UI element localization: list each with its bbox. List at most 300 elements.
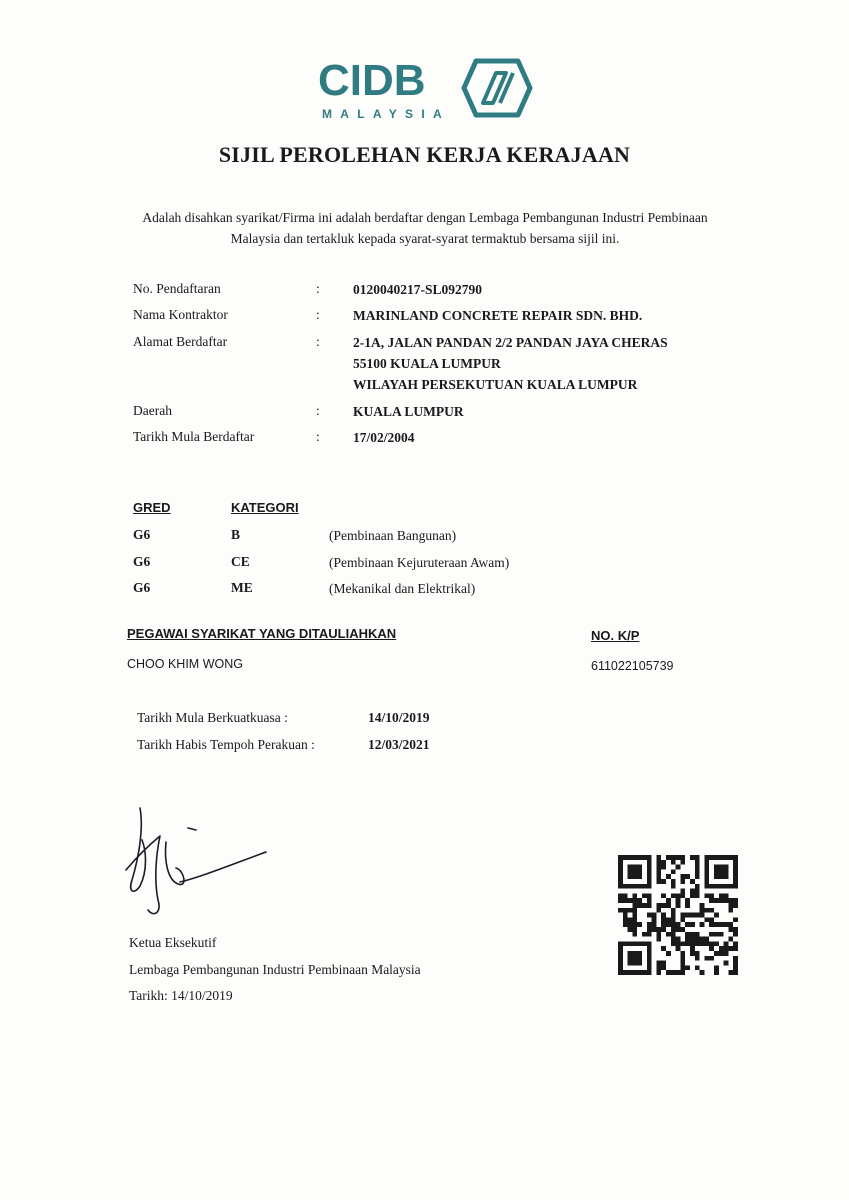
colon: : <box>316 281 320 296</box>
qr-module <box>637 865 642 870</box>
logo-country: MALAYSIA <box>322 107 450 121</box>
qr-module <box>695 941 700 946</box>
reg-no-label: No. Pendaftaran <box>133 281 221 296</box>
qr-module <box>695 893 700 898</box>
certificate-title: SIJIL PEROLEHAN KERJA KERAJAAN <box>218 142 631 167</box>
qr-module <box>733 970 738 975</box>
qr-module <box>704 917 709 922</box>
qr-module <box>647 874 652 879</box>
qr-module <box>680 893 685 898</box>
qr-module <box>733 941 738 946</box>
qr-module <box>647 860 652 865</box>
qr-module <box>656 927 661 932</box>
qr-module <box>733 932 738 937</box>
category-header: KATEGORI <box>231 500 299 515</box>
qr-module <box>628 956 633 961</box>
qr-module <box>666 970 671 975</box>
qr-module <box>618 898 623 903</box>
qr-module <box>676 893 681 898</box>
qr-module <box>700 908 705 913</box>
contractor-label: Nama Kontraktor <box>133 307 228 322</box>
category-desc: (Mekanikal dan Elektrikal) <box>329 581 476 596</box>
qr-module <box>719 884 724 889</box>
qr-module <box>700 970 705 975</box>
qr-module <box>642 932 647 937</box>
qr-module <box>628 874 633 879</box>
qr-module <box>632 874 637 879</box>
qr-module <box>700 937 705 942</box>
qr-module <box>618 865 623 870</box>
qr-module <box>637 970 642 975</box>
qr-module <box>719 874 724 879</box>
qr-module <box>666 932 671 937</box>
qr-module <box>680 965 685 970</box>
qr-module <box>714 941 719 946</box>
qr-module <box>704 855 709 860</box>
qr-module <box>652 922 657 927</box>
qr-module <box>685 932 690 937</box>
qr-module <box>695 951 700 956</box>
reg-no-value: 0120040217-SL092790 <box>353 282 483 297</box>
qr-module <box>618 946 623 951</box>
qr-module <box>632 970 637 975</box>
qr-module <box>709 893 714 898</box>
qr-module <box>714 865 719 870</box>
qr-module <box>637 956 642 961</box>
qr-module <box>690 941 695 946</box>
qr-module <box>700 922 705 927</box>
validity-start-value: 14/10/2019 <box>368 710 430 725</box>
qr-module <box>656 965 661 970</box>
qr-module <box>695 965 700 970</box>
qr-module <box>709 898 714 903</box>
qr-module <box>714 898 719 903</box>
qr-module <box>695 956 700 961</box>
qr-module <box>632 932 637 937</box>
qr-module <box>642 855 647 860</box>
qr-module <box>704 879 709 884</box>
qr-module <box>661 917 666 922</box>
qr-module <box>632 903 637 908</box>
colon: : <box>316 429 320 444</box>
qr-module <box>656 970 661 975</box>
qr-module <box>724 898 729 903</box>
qr-module <box>733 898 738 903</box>
district-label: Daerah <box>133 403 172 418</box>
grade-header: GRED <box>133 500 171 515</box>
qr-module <box>628 855 633 860</box>
qr-module <box>647 865 652 870</box>
qr-module <box>728 903 733 908</box>
qr-module <box>656 874 661 879</box>
qr-module <box>656 869 661 874</box>
qr-module <box>652 913 657 918</box>
qr-module <box>661 927 666 932</box>
qr-module <box>709 946 714 951</box>
qr-module <box>724 884 729 889</box>
qr-module <box>647 884 652 889</box>
qr-module <box>642 893 647 898</box>
qr-module <box>656 961 661 966</box>
qr-module <box>680 951 685 956</box>
qr-module <box>671 917 676 922</box>
qr-module <box>647 855 652 860</box>
qr-module <box>704 884 709 889</box>
category-desc: (Pembinaan Bangunan) <box>329 528 457 543</box>
qr-module <box>733 917 738 922</box>
qr-module <box>637 961 642 966</box>
qr-module <box>618 893 623 898</box>
qr-module <box>676 922 681 927</box>
qr-module <box>733 965 738 970</box>
qr-module <box>685 965 690 970</box>
qr-module <box>704 937 709 942</box>
qr-module <box>676 946 681 951</box>
qr-module <box>685 913 690 918</box>
qr-module <box>714 951 719 956</box>
qr-module <box>695 855 700 860</box>
qr-module <box>719 865 724 870</box>
qr-module <box>656 865 661 870</box>
qr-module <box>661 961 666 966</box>
qr-module <box>628 941 633 946</box>
qr-module <box>714 874 719 879</box>
qr-module <box>628 865 633 870</box>
qr-module <box>685 937 690 942</box>
qr-module <box>671 855 676 860</box>
qr-module <box>671 913 676 918</box>
qr-module <box>709 956 714 961</box>
qr-module <box>628 927 633 932</box>
district-value: KUALA LUMPUR <box>353 404 464 419</box>
qr-module <box>642 941 647 946</box>
qr-module <box>661 965 666 970</box>
qr-module <box>656 903 661 908</box>
qr-module <box>647 965 652 970</box>
qr-module <box>666 855 671 860</box>
qr-module <box>647 879 652 884</box>
qr-module <box>618 879 623 884</box>
qr-module <box>676 927 681 932</box>
category-cell: ME <box>231 580 253 595</box>
qr-module <box>690 937 695 942</box>
qr-module <box>719 922 724 927</box>
qr-module <box>632 908 637 913</box>
qr-module <box>690 922 695 927</box>
qr-module <box>695 860 700 865</box>
qr-module <box>637 941 642 946</box>
qr-module <box>632 951 637 956</box>
qr-module <box>709 917 714 922</box>
qr-module <box>647 956 652 961</box>
qr-module <box>632 898 637 903</box>
qr-module <box>724 922 729 927</box>
qr-module <box>647 941 652 946</box>
qr-module <box>690 879 695 884</box>
address-line-2: 55100 KUALA LUMPUR <box>353 356 501 371</box>
qr-module <box>695 932 700 937</box>
qr-module <box>637 922 642 927</box>
qr-module <box>628 908 633 913</box>
logo-word: CIDB <box>318 56 426 105</box>
qr-module <box>623 884 628 889</box>
qr-module <box>700 913 705 918</box>
colon: : <box>316 334 320 349</box>
qr-module <box>647 903 652 908</box>
qr-module <box>618 941 623 946</box>
qr-module <box>676 941 681 946</box>
qr-module <box>724 961 729 966</box>
qr-module <box>709 855 714 860</box>
qr-module <box>704 874 709 879</box>
qr-module <box>632 917 637 922</box>
reg-date-label: Tarikh Mula Berdaftar <box>133 429 255 444</box>
qr-module <box>647 951 652 956</box>
qr-module <box>623 855 628 860</box>
qr-module <box>728 898 733 903</box>
qr-module <box>704 893 709 898</box>
qr-module <box>628 917 633 922</box>
qr-module <box>647 913 652 918</box>
qr-module <box>661 865 666 870</box>
qr-module <box>690 932 695 937</box>
qr-module <box>671 927 676 932</box>
qr-module <box>618 855 623 860</box>
qr-module <box>704 908 709 913</box>
qr-module <box>728 970 733 975</box>
qr-module <box>656 855 661 860</box>
qr-module <box>632 855 637 860</box>
qr-module <box>728 946 733 951</box>
qr-module <box>632 865 637 870</box>
qr-module <box>656 908 661 913</box>
qr-module <box>676 937 681 942</box>
qr-module <box>680 913 685 918</box>
colon: : <box>316 403 320 418</box>
qr-module <box>724 941 729 946</box>
qr-module <box>709 941 714 946</box>
qr-module <box>623 917 628 922</box>
qr-module <box>637 874 642 879</box>
qr-module <box>680 941 685 946</box>
qr-module <box>671 893 676 898</box>
qr-module <box>647 869 652 874</box>
qr-module <box>656 860 661 865</box>
qr-module <box>661 860 666 865</box>
qr-module <box>733 874 738 879</box>
qr-module <box>666 922 671 927</box>
qr-module <box>680 879 685 884</box>
qr-module <box>676 898 681 903</box>
qr-module <box>719 951 724 956</box>
grade-cell: G6 <box>133 580 151 595</box>
qr-module <box>714 913 719 918</box>
qr-module <box>642 884 647 889</box>
qr-module <box>618 970 623 975</box>
qr-module <box>733 855 738 860</box>
qr-module <box>704 865 709 870</box>
intro-line-2: Malaysia dan tertakluk kepada syarat-syarat termaktub bersama sijil ini. <box>230 231 620 246</box>
qr-module <box>647 893 652 898</box>
qr-module <box>709 932 714 937</box>
qr-module <box>666 917 671 922</box>
qr-module <box>690 951 695 956</box>
qr-module <box>695 889 700 894</box>
qr-module <box>690 913 695 918</box>
qr-module <box>733 927 738 932</box>
qr-module <box>666 874 671 879</box>
qr-module <box>661 913 666 918</box>
qr-module <box>728 937 733 942</box>
qr-module <box>704 860 709 865</box>
qr-module <box>690 855 695 860</box>
qr-module <box>680 860 685 865</box>
qr-module <box>685 941 690 946</box>
qr-module <box>618 874 623 879</box>
qr-module <box>618 908 623 913</box>
officer-header: PEGAWAI SYARIKAT YANG DITAULIAHKAN <box>127 626 397 641</box>
qr-module <box>661 922 666 927</box>
qr-module <box>719 855 724 860</box>
intro-text <box>100 207 750 249</box>
qr-module <box>637 898 642 903</box>
qr-module <box>666 898 671 903</box>
qr-module <box>637 884 642 889</box>
category-cell: B <box>231 527 241 542</box>
signature-image <box>118 800 278 930</box>
grade-cell: G6 <box>133 554 151 569</box>
qr-module <box>724 855 729 860</box>
qr-module <box>719 893 724 898</box>
qr-module <box>618 961 623 966</box>
qr-module <box>704 869 709 874</box>
qr-module <box>724 865 729 870</box>
category-desc: (Pembinaan Kejuruteraan Awam) <box>329 555 510 570</box>
intro-line-1: Adalah disahkan syarikat/Firma ini adalah berdaftar dengan Lembaga Pembangunan Industri Pembinaan <box>142 210 708 225</box>
officer-id-header: NO. K/P <box>591 628 640 643</box>
qr-module <box>700 941 705 946</box>
qr-module <box>680 855 685 860</box>
qr-module <box>618 951 623 956</box>
qr-module <box>666 951 671 956</box>
qr-module <box>690 946 695 951</box>
qr-module <box>719 932 724 937</box>
qr-module <box>632 961 637 966</box>
qr-module <box>632 869 637 874</box>
qr-module <box>709 922 714 927</box>
qr-module <box>671 908 676 913</box>
cidb-logo <box>318 55 533 125</box>
qr-module <box>671 932 676 937</box>
qr-module <box>628 961 633 966</box>
qr-module <box>680 961 685 966</box>
qr-module <box>733 956 738 961</box>
qr-module <box>671 937 676 942</box>
qr-module <box>700 903 705 908</box>
qr-module <box>628 898 633 903</box>
address-label: Alamat Berdaftar <box>133 334 228 349</box>
qr-module <box>637 855 642 860</box>
qr-module <box>661 946 666 951</box>
qr-module <box>618 860 623 865</box>
qr-module <box>671 941 676 946</box>
qr-module <box>685 922 690 927</box>
qr-module <box>656 937 661 942</box>
qr-module <box>671 879 676 884</box>
qr-module <box>618 956 623 961</box>
qr-module <box>733 869 738 874</box>
qr-module <box>632 941 637 946</box>
qr-module <box>661 879 666 884</box>
qr-module <box>623 898 628 903</box>
qr-code-icon <box>618 855 738 975</box>
qr-module <box>671 869 676 874</box>
qr-module <box>733 879 738 884</box>
qr-module <box>661 893 666 898</box>
qr-module <box>623 893 628 898</box>
qr-module <box>676 903 681 908</box>
address-line-3: WILAYAH PERSEKUTUAN KUALA LUMPUR <box>353 377 638 392</box>
qr-module <box>719 869 724 874</box>
qr-module <box>623 913 628 918</box>
qr-module <box>671 922 676 927</box>
qr-module <box>623 941 628 946</box>
qr-module <box>695 884 700 889</box>
category-cell: CE <box>231 554 250 569</box>
qr-module <box>656 879 661 884</box>
qr-module <box>618 869 623 874</box>
qr-module <box>661 903 666 908</box>
qr-module <box>724 951 729 956</box>
contractor-value: MARINLAND CONCRETE REPAIR SDN. BHD. <box>353 308 643 323</box>
qr-module <box>733 946 738 951</box>
qr-module <box>685 903 690 908</box>
qr-module <box>728 908 733 913</box>
qr-module <box>695 874 700 879</box>
qr-module <box>676 865 681 870</box>
qr-module <box>647 970 652 975</box>
logo-hexagon-icon <box>464 61 530 115</box>
qr-module <box>695 869 700 874</box>
qr-module <box>632 893 637 898</box>
validity-end-label: Tarikh Habis Tempoh Perakuan : <box>137 737 315 752</box>
qr-module <box>637 869 642 874</box>
qr-module <box>647 922 652 927</box>
qr-module <box>647 927 652 932</box>
qr-module <box>704 941 709 946</box>
qr-module <box>671 884 676 889</box>
qr-module <box>714 970 719 975</box>
qr-module <box>628 869 633 874</box>
signatory-date: Tarikh: 14/10/2019 <box>129 988 233 1003</box>
signatory-title: Ketua Eksekutif <box>129 935 217 950</box>
qr-module <box>647 898 652 903</box>
qr-module <box>671 860 676 865</box>
qr-module <box>685 898 690 903</box>
qr-module <box>719 946 724 951</box>
qr-module <box>676 970 681 975</box>
qr-module <box>676 855 681 860</box>
qr-module <box>618 884 623 889</box>
qr-module <box>680 927 685 932</box>
qr-module <box>652 917 657 922</box>
qr-module <box>637 903 642 908</box>
qr-module <box>690 893 695 898</box>
qr-module <box>733 884 738 889</box>
qr-module <box>714 932 719 937</box>
qr-module <box>632 927 637 932</box>
qr-module <box>724 946 729 951</box>
